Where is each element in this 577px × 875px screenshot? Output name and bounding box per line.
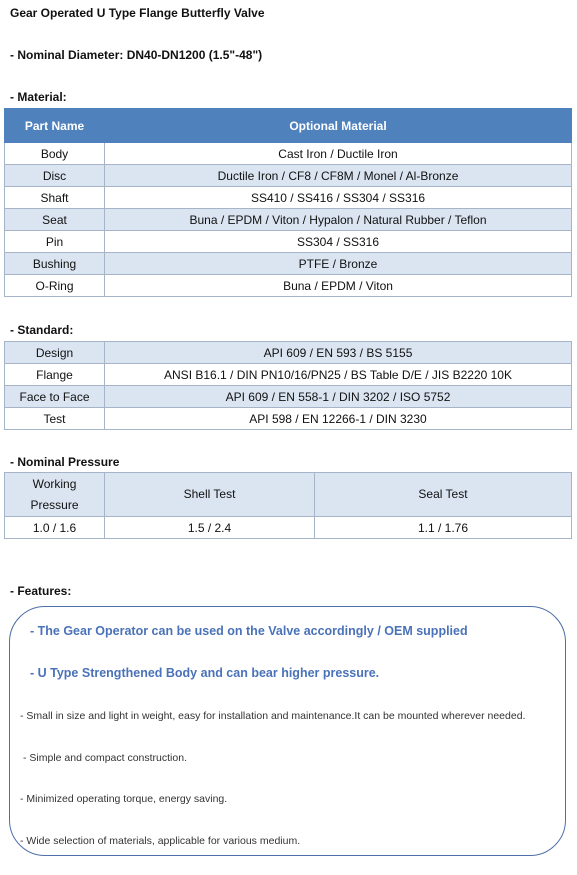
table-row	[5, 408, 572, 430]
working-pressure-line2: Pressure	[30, 497, 79, 512]
working-pressure-line1: Working	[32, 476, 77, 491]
material-cell: Cast Iron / Ductile Iron	[105, 143, 572, 165]
part-cell: Seat	[5, 209, 105, 231]
standard-value-cell: API 598 / EN 12266-1 / DIN 3230	[105, 408, 572, 430]
table-row	[5, 342, 572, 364]
material-cell: Buna / EPDM / Viton	[105, 275, 572, 297]
standard-value-cell: API 609 / EN 558-1 / DIN 3202 / ISO 5752	[105, 386, 572, 408]
table-row	[5, 143, 572, 165]
table-row	[5, 517, 572, 539]
part-cell: Bushing	[5, 253, 105, 275]
part-cell: Pin	[5, 231, 105, 253]
standard-name-cell: Flange	[5, 364, 105, 386]
material-cell: Buna / EPDM / Viton / Hypalon / Natural Rubber / Teflon	[105, 209, 572, 231]
pressure-table	[4, 472, 572, 539]
features-box	[9, 606, 566, 856]
nominal-diameter: - Nominal Diameter: DN40-DN1200 (1.5"-48")	[10, 48, 263, 62]
standard-value-cell: API 609 / EN 593 / BS 5155	[105, 342, 572, 364]
standard-value-cell: ANSI B16.1 / DIN PN10/16/PN25 / BS Table D/E / JIS B2220 10K	[105, 364, 572, 386]
part-cell: Body	[5, 143, 105, 165]
feature-item: - Minimized operating torque, energy saving.	[20, 793, 228, 805]
part-cell: O-Ring	[5, 275, 105, 297]
pressure-heading: - Nominal Pressure	[10, 455, 120, 469]
standard-name-cell: Design	[5, 342, 105, 364]
table-row	[5, 364, 572, 386]
shell-test-header: Shell Test	[105, 473, 315, 517]
material-cell: PTFE / Bronze	[105, 253, 572, 275]
table-row	[5, 209, 572, 231]
material-cell: SS304 / SS316	[105, 231, 572, 253]
standard-name-cell: Test	[5, 408, 105, 430]
feature-item: - U Type Strengthened Body and can bear higher pressure.	[30, 666, 380, 680]
part-name-header: Part Name	[5, 109, 105, 143]
seal-test-value: 1.1 / 1.76	[315, 517, 572, 539]
part-cell: Disc	[5, 165, 105, 187]
feature-item: - Small in size and light in weight, easy for installation and maintenance.It can be mounted wherever needed.	[20, 710, 526, 722]
seal-test-header: Seal Test	[315, 473, 572, 517]
feature-item: - Simple and compact construction.	[23, 752, 187, 764]
table-row	[5, 386, 572, 408]
working-pressure-value: 1.0 / 1.6	[5, 517, 105, 539]
part-cell: Shaft	[5, 187, 105, 209]
standard-name-cell: Face to Face	[5, 386, 105, 408]
pressure-header-row	[5, 473, 572, 517]
optional-material-header: Optional Material	[105, 109, 572, 143]
material-cell: SS410 / SS416 / SS304 / SS316	[105, 187, 572, 209]
feature-item: - Wide selection of materials, applicable for various medium.	[20, 835, 301, 847]
material-table	[4, 108, 572, 297]
page-title: Gear Operated U Type Flange Butterfly Valve	[10, 6, 265, 20]
material-header-row	[5, 109, 572, 143]
features-heading: - Features:	[10, 584, 72, 598]
table-row	[5, 187, 572, 209]
table-row	[5, 165, 572, 187]
table-row	[5, 231, 572, 253]
shell-test-value: 1.5 / 2.4	[105, 517, 315, 539]
table-row	[5, 275, 572, 297]
table-row	[5, 253, 572, 275]
standard-table	[4, 341, 572, 430]
working-pressure-header	[5, 473, 105, 517]
standard-heading: - Standard:	[10, 323, 74, 337]
material-cell: Ductile Iron / CF8 / CF8M / Monel / Al-Bronze	[105, 165, 572, 187]
feature-item: - The Gear Operator can be used on the Valve accordingly / OEM supplied	[30, 624, 468, 638]
material-heading: - Material:	[10, 90, 67, 104]
